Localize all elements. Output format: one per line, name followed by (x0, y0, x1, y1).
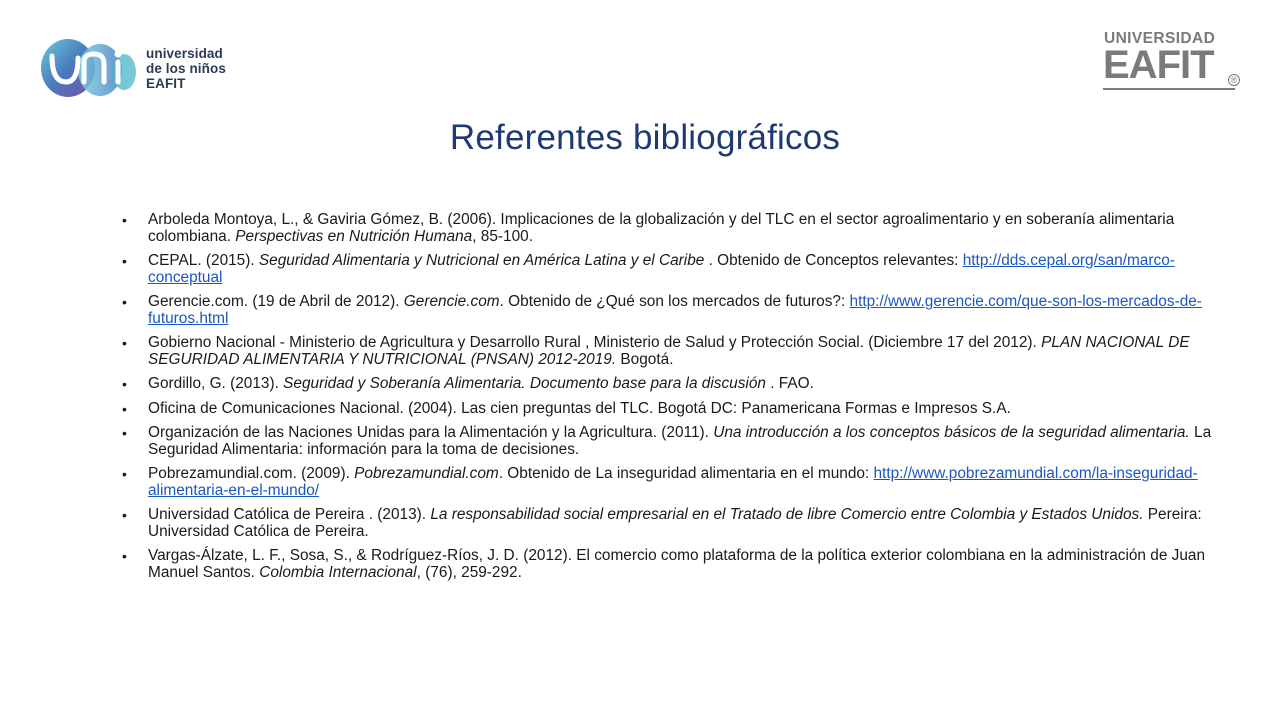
reference-item (120, 548, 1220, 581)
logo-right-line1: UNIVERSIDAD (1104, 30, 1216, 47)
reference-item (120, 294, 1220, 327)
page-title: Referentes bibliográficos (449, 118, 841, 157)
logo-underline (1103, 88, 1235, 90)
references-list (120, 212, 1220, 589)
reference-link[interactable]: http://dds.cepal.org/san/marco-conceptual (148, 252, 1175, 286)
logo-mark-icon (38, 34, 138, 102)
reference-text: , 85-100. (472, 227, 533, 245)
reference-text: , (76), 259-292. (416, 563, 522, 581)
logo-universidad-eafit (1098, 30, 1243, 94)
reference-text: Vargas-Álzate, L. F., Sosa, S., & Rodríguez-Ríos, J. D. (2012). El comercio como plataforma de la política exterior colombiana en la administración de Juan Manuel Santos. (148, 547, 1206, 581)
reference-text: Bogotá. (616, 350, 674, 368)
reference-text: . Obtenido de ¿Qué son los mercados de futuros?: (499, 293, 850, 310)
reference-italic: La responsabilidad social empresarial en el Tratado de libre Comercio entre Colombia y Estados Unidos. (430, 506, 1144, 523)
logo-universidad-de-los-ninos (38, 34, 238, 104)
reference-text: Organización de las Naciones Unidas para la Alimentación y la Agricultura. (2011). (148, 424, 714, 441)
reference-italic: Pobrezamundial.com (354, 465, 499, 482)
reference-item (120, 401, 1220, 418)
reference-italic: Colombia Internacional (259, 563, 417, 581)
reference-text: Pobrezamundial.com. (2009). (148, 465, 355, 482)
reference-italic: Seguridad Alimentaria y Nutricional en América Latina y el Caribe (258, 252, 705, 269)
reference-text: Arboleda Montoya, L., & Gaviria Gómez, B. (2006). Implicaciones de la globalización y del TLC en el sector agroalimentario y en soberanía alimentaria colombiana. (148, 211, 1175, 245)
logo-left-line1: universidad (146, 46, 223, 61)
reference-item (120, 335, 1220, 368)
reference-item (120, 466, 1220, 499)
reference-text: . FAO. (765, 375, 814, 392)
reference-text: Universidad Católica de Pereira . (2013). (148, 506, 431, 523)
reference-text: Gerencie.com. (19 de Abril de 2012). (148, 293, 404, 310)
reference-text: Gordillo, G. (2013). (148, 375, 284, 392)
logo-left-line3: EAFIT (146, 76, 186, 91)
reference-item (120, 212, 1220, 245)
logo-right-line2: EAFIT (1103, 43, 1214, 87)
reference-italic: Una introducción a los conceptos básicos de la seguridad alimentaria. (713, 424, 1190, 441)
reference-text: Pereira: Universidad Católica de Pereira. (148, 506, 1202, 540)
reference-item (120, 253, 1220, 286)
reference-item (120, 425, 1220, 458)
reference-text: . Obtenido de Conceptos relevantes: (704, 252, 963, 269)
reference-text: Gobierno Nacional - Ministerio de Agricultura y Desarrollo Rural , Ministerio de Salud y Protección Social. (Diciembre 17 del 2012). (148, 334, 1042, 351)
reference-italic: Seguridad y Soberanía Alimentaria. Documento base para la discusión (283, 375, 766, 392)
reference-italic: Gerencie.com (403, 293, 500, 310)
registered-mark: ® (1228, 74, 1240, 86)
reference-link[interactable]: http://www.gerencie.com/que-son-los-mercados-de-futuros.html (148, 293, 1202, 327)
reference-italic: PLAN NACIONAL DE SEGURIDAD ALIMENTARIA Y NUTRICIONAL (PNSAN) 2012-2019. (148, 334, 1190, 368)
logo-left-line2: de los niños (146, 61, 226, 76)
reference-text: CEPAL. (2015). (148, 252, 259, 269)
reference-text: Oficina de Comunicaciones Nacional. (2004). Las cien preguntas del TLC. Bogotá DC: Panamericana Formas e Impresos S.A. (148, 399, 1011, 417)
reference-item (120, 376, 1220, 393)
reference-text: . Obtenido de La inseguridad alimentaria en el mundo: (498, 465, 874, 482)
reference-item (120, 507, 1220, 540)
reference-link[interactable]: http://www.pobrezamundial.com/la-inseguridad-alimentaria-en-el-mundo/ (148, 465, 1198, 499)
reference-italic: Perspectivas en Nutrición Humana (235, 227, 473, 245)
reference-text: La Seguridad Alimentaria: información para la toma de decisiones. (148, 424, 1212, 458)
